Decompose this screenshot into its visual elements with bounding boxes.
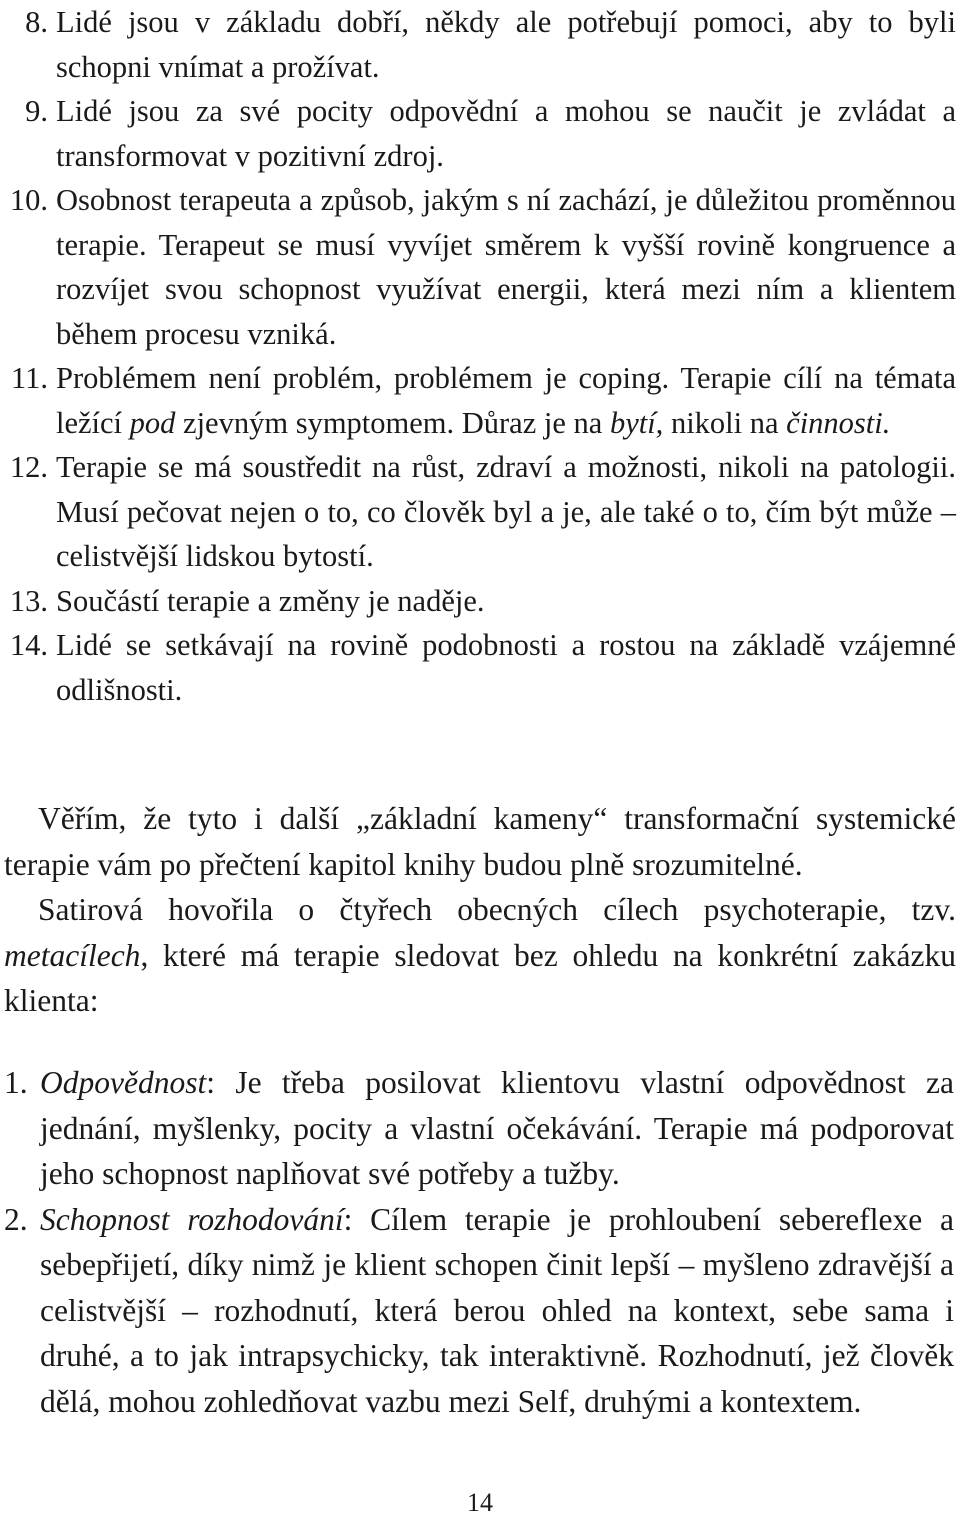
paragraph-metagoals xyxy=(4,887,956,1024)
item-text-part: nikoli na xyxy=(663,405,787,440)
list-item xyxy=(0,89,960,178)
item-number: 1. xyxy=(4,1065,28,1100)
paragraph-text-part: , které má terapie sledovat bez ohledu na konkrétní zakázku klienta: xyxy=(4,937,956,1018)
item-number: 12. xyxy=(9,450,48,484)
item-text: : Je třeba posilovat klientovu vlastní odpovědnost za jednání, myšlenky, pocity a vlastní očekávání. Terapie má podporovat jeho schopnost naplňovat své potřeby a tužby. xyxy=(40,1065,954,1191)
item-text: Lidé jsou za své pocity odpovědní a mohou se naučit je zvládat a transformovat v pozitivní zdroj. xyxy=(56,94,956,173)
principles-list xyxy=(0,0,960,712)
item-number: 9. xyxy=(25,94,48,128)
list-item xyxy=(0,1060,960,1197)
list-item xyxy=(0,445,960,579)
list-item xyxy=(0,178,960,356)
page-number: 14 xyxy=(467,1488,493,1517)
emphasis-pod: pod xyxy=(129,405,176,440)
paragraph-intro xyxy=(4,796,956,887)
item-text: : Cílem terapie je prohloubení sebereflexe a sebepřijetí, díky nimž je klient schopen činit lepší – myšleno zdravější a celistvější – rozhodnutí, která berou ohled na kontext, sebe sama i druhé, a to jak intrapsychicky, tak interaktivně. Rozhodnutí, jež člověk dělá, mohou zohledňovat vazbu mezi Self, druhými a kontextem. xyxy=(40,1201,954,1419)
emphasis-metacilech: metacílech xyxy=(4,937,141,973)
item-text-part: Problémem není problém, problémem je coping. Terapie cílí na témata ležící xyxy=(56,361,956,440)
paragraph-text: Věřím, že tyto i další „základní kameny“ transformační systemické terapie vám po přečtení kapitol knihy budou plně srozumitelné. xyxy=(4,801,956,882)
item-term: Odpovědnost xyxy=(40,1065,207,1100)
item-text-part: zjevným symptomem. Důraz je na xyxy=(175,405,610,440)
item-number: 10. xyxy=(9,183,48,217)
item-number: 11. xyxy=(11,361,48,395)
item-number: 13. xyxy=(9,583,48,618)
item-text: Osobnost terapeuta a způsob, jakým s ní zachází, je důležitou proměnnou terapie. Terapeut se musí vyvíjet směrem k vyšší rovině kongruence a rozvíjet svou schopnost využívat energii, která mezi ním a klientem během procesu vzniká. xyxy=(56,183,956,351)
list-item xyxy=(0,579,960,624)
item-number: 8. xyxy=(25,5,48,39)
item-text: Součástí terapie a změny je naděje. xyxy=(56,583,485,618)
paragraph-text-part: Satirová hovořila o čtyřech obecných cílech psychoterapie, tzv. xyxy=(38,892,956,927)
emphasis-cinnosti: činnosti. xyxy=(786,405,891,440)
list-item xyxy=(0,1197,960,1425)
item-number: 14. xyxy=(9,628,48,662)
list-item xyxy=(0,356,960,445)
item-number: 2. xyxy=(4,1201,28,1237)
item-term: Schopnost rozhodování xyxy=(40,1201,344,1237)
item-text: Lidé jsou v základu dobří, někdy ale potřebují pomoci, aby to byli schopni vnímat a prožívat. xyxy=(56,5,956,84)
item-text: Terapie se má soustředit na růst, zdraví a možnosti, nikoli na patologii. Musí pečovat nejen o to, co člověk byl a je, ale také o to, čím být může – celistvější lidskou bytostí. xyxy=(56,450,956,573)
metagoals-list xyxy=(0,1060,960,1424)
list-item xyxy=(0,0,960,89)
emphasis-byti: bytí, xyxy=(609,405,664,440)
list-item xyxy=(0,623,960,712)
item-text: Lidé se setkávají na rovině podobnosti a rostou na základě vzájemné odlišnosti. xyxy=(56,628,956,707)
